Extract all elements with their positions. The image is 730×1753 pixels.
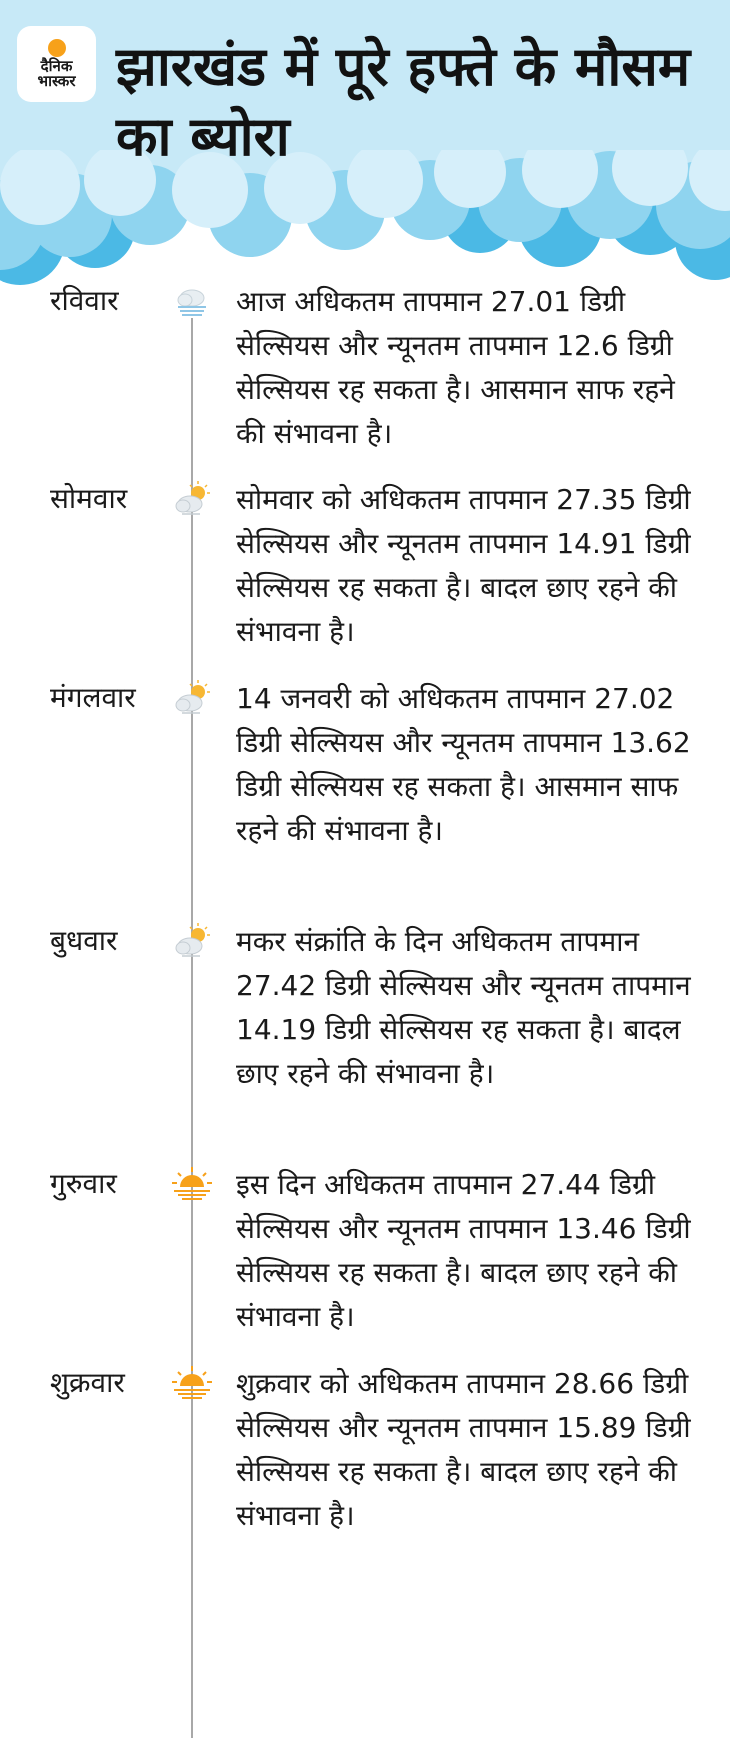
partly-cloudy-icon bbox=[170, 920, 214, 964]
page-title: झारखंड में पूरे हफ्ते के मौसम का ब्योरा bbox=[116, 35, 691, 168]
partly-cloudy-icon bbox=[170, 677, 214, 721]
day-description: 14 जनवरी को अधिकतम तापमान 27.02 डिग्री सेल्सियस और न्यूनतम तापमान 13.62 डिग्री सेल्सियस रह सकता है। आसमान साफ रहने की संभावना है। bbox=[236, 682, 691, 847]
logo-line-2: भास्कर bbox=[37, 72, 76, 90]
day-label: सोमवार bbox=[50, 482, 128, 515]
header-banner bbox=[0, 0, 730, 300]
day-description: इस दिन अधिकतम तापमान 27.44 डिग्री सेल्सियस और न्यूनतम तापमान 13.46 डिग्री सेल्सियस रह सकता है। बादल छाए रहने की संभावना है। bbox=[236, 1168, 691, 1333]
day-description: मकर संक्रांति के दिन अधिकतम तापमान 27.42 डिग्री सेल्सियस और न्यूनतम तापमान 14.19 डिग्री सेल्सियस रह सकता है। बादल छाए रहने की संभावना है। bbox=[236, 925, 691, 1090]
partly-cloudy-icon bbox=[170, 478, 214, 522]
brand-logo bbox=[17, 26, 96, 102]
timeline-line bbox=[191, 318, 193, 1738]
fog-icon bbox=[170, 280, 214, 324]
day-label: रविवार bbox=[50, 284, 119, 317]
day-label: मंगलवार bbox=[50, 681, 136, 714]
day-description: आज अधिकतम तापमान 27.01 डिग्री सेल्सियस और न्यूनतम तापमान 12.6 डिग्री सेल्सियस रह सकता है। आसमान साफ रहने की संभावना है। bbox=[236, 285, 675, 450]
day-description: सोमवार को अधिकतम तापमान 27.35 डिग्री सेल्सियस और न्यूनतम तापमान 14.91 डिग्री सेल्सियस रह सकता है। बादल छाए रहने की संभावना है। bbox=[236, 483, 691, 648]
day-label: शुक्रवार bbox=[50, 1366, 125, 1399]
sun-icon bbox=[48, 39, 66, 57]
logo-line-1: दैनिक bbox=[40, 57, 73, 75]
day-label: बुधवार bbox=[50, 924, 118, 957]
sunset-icon bbox=[170, 1163, 214, 1207]
day-label: गुरुवार bbox=[50, 1167, 117, 1200]
day-description: शुक्रवार को अधिकतम तापमान 28.66 डिग्री सेल्सियस और न्यूनतम तापमान 15.89 डिग्री सेल्सियस रह सकता है। बादल छाए रहने की संभावना है। bbox=[236, 1367, 691, 1532]
sunset-icon bbox=[170, 1362, 214, 1406]
